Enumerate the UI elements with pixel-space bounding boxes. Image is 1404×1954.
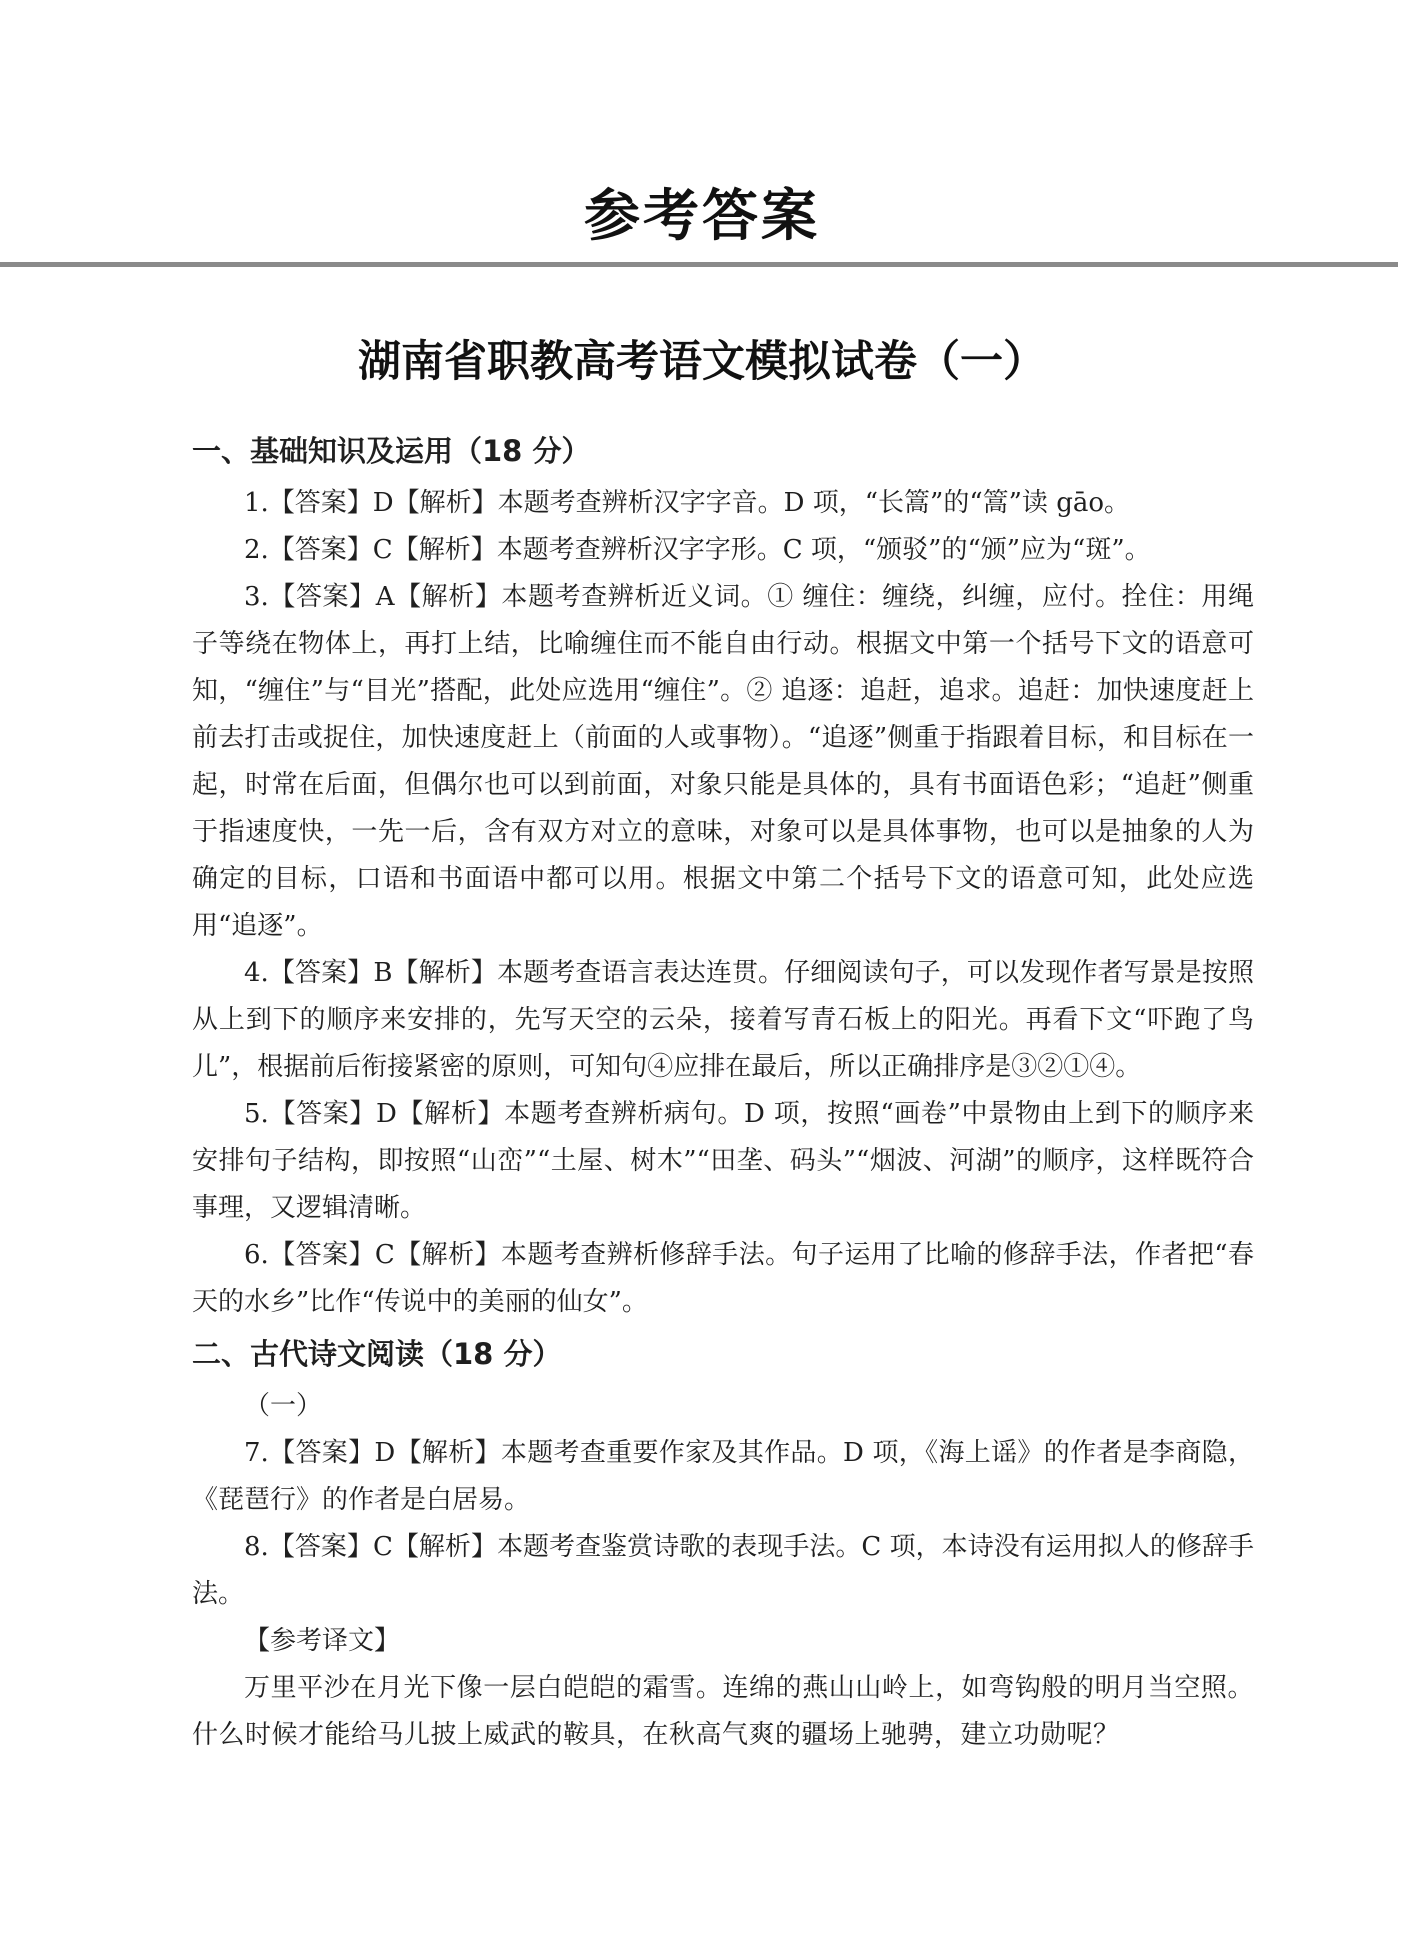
answer-item-8: 8.【答案】C【解析】本题考查鉴赏诗歌的表现手法。C 项，本诗没有运用拟人的修辞手法。 (192, 1532, 1254, 1609)
translation-text: 万里平沙在月光下像一层白皑皑的霜雪。连绵的燕山山岭上，如弯钩般的明月当空照。什么时候才能给马儿披上威武的鞍具，在秋高气爽的疆场上驰骋，建立功勋呢？ (192, 1673, 1254, 1750)
answer-item-7: 7.【答案】D【解析】本题考查重要作家及其作品。D 项，《海上谣》的作者是李商隐，《琵琶行》的作者是白居易。 (192, 1438, 1254, 1515)
subsection-label: （一） (244, 1391, 323, 1421)
answer-item-2: 2.【答案】C【解析】本题考查辨析汉字字形。C 项，“颁驳”的“颁”应为“斑”。 (244, 535, 1151, 565)
answer-item-5: 5.【答案】D【解析】本题考查辨析病句。D 项，按照“画卷”中景物由上到下的顺序来安排句子结构，即按照“山峦”“土屋、树木”“田垄、码头”“烟波、河湖”的顺序，这样既符合事理，又逻辑清晰。 (192, 1099, 1254, 1223)
answer-item-1: 1.【答案】D【解析】本题考查辨析汉字字音。D 项，“长篙”的“篙”读 gāo。 (244, 488, 1130, 518)
header-divider (0, 262, 1398, 267)
exam-title: 湖南省职教高考语文模拟试卷（一） (358, 337, 1046, 387)
answer-content (192, 425, 1254, 1759)
answer-item-3: 3.【答案】A【解析】本题考查辨析近义词。① 缠住：缠绕，纠缠，应付。拴住：用绳子等绕在物体上，再打上结，比喻缠住而不能自由行动。根据文中第一个括号下文的语意可知，“缠住”与“目光”搭配，此处应选用“缠住”。② 追逐：追赶，追求。追赶：加快速度赶上前去打击或捉住，加快速度赶上（前面的人或事物）。“追逐”侧重于指跟着目标，和目标在一起，时常在后面，但偶尔也可以到前面，对象只能是具体的，具有书面语色彩；“追赶”侧重于指速度快，一先一后，含有双方对立的意味，对象可以是具体事物，也可以是抽象的人为确定的目标，口语和书面语中都可以用。根据文中第二个括号下文的语意可知，此处应选用“追逐”。 (192, 582, 1254, 941)
page-title: 参考答案 (584, 184, 820, 249)
section-heading-basic-knowledge: 一、基础知识及运用（18 分） (192, 434, 591, 468)
translation-label: 【参考译文】 (244, 1626, 401, 1656)
answer-item-4: 4.【答案】B【解析】本题考查语言表达连贯。仔细阅读句子，可以发现作者写景是按照从上到下的顺序来安排的，先写天空的云朵，接着写青石板上的阳光。再看下文“吓跑了鸟儿”，根据前后衔接紧密的原则，可知句④应排在最后，所以正确排序是③②①④。 (192, 958, 1254, 1082)
section-heading-classical-reading: 二、古代诗文阅读（18 分） (192, 1337, 562, 1371)
answer-item-6: 6.【答案】C【解析】本题考查辨析修辞手法。句子运用了比喻的修辞手法，作者把“春天的水乡”比作“传说中的美丽的仙女”。 (192, 1240, 1254, 1317)
